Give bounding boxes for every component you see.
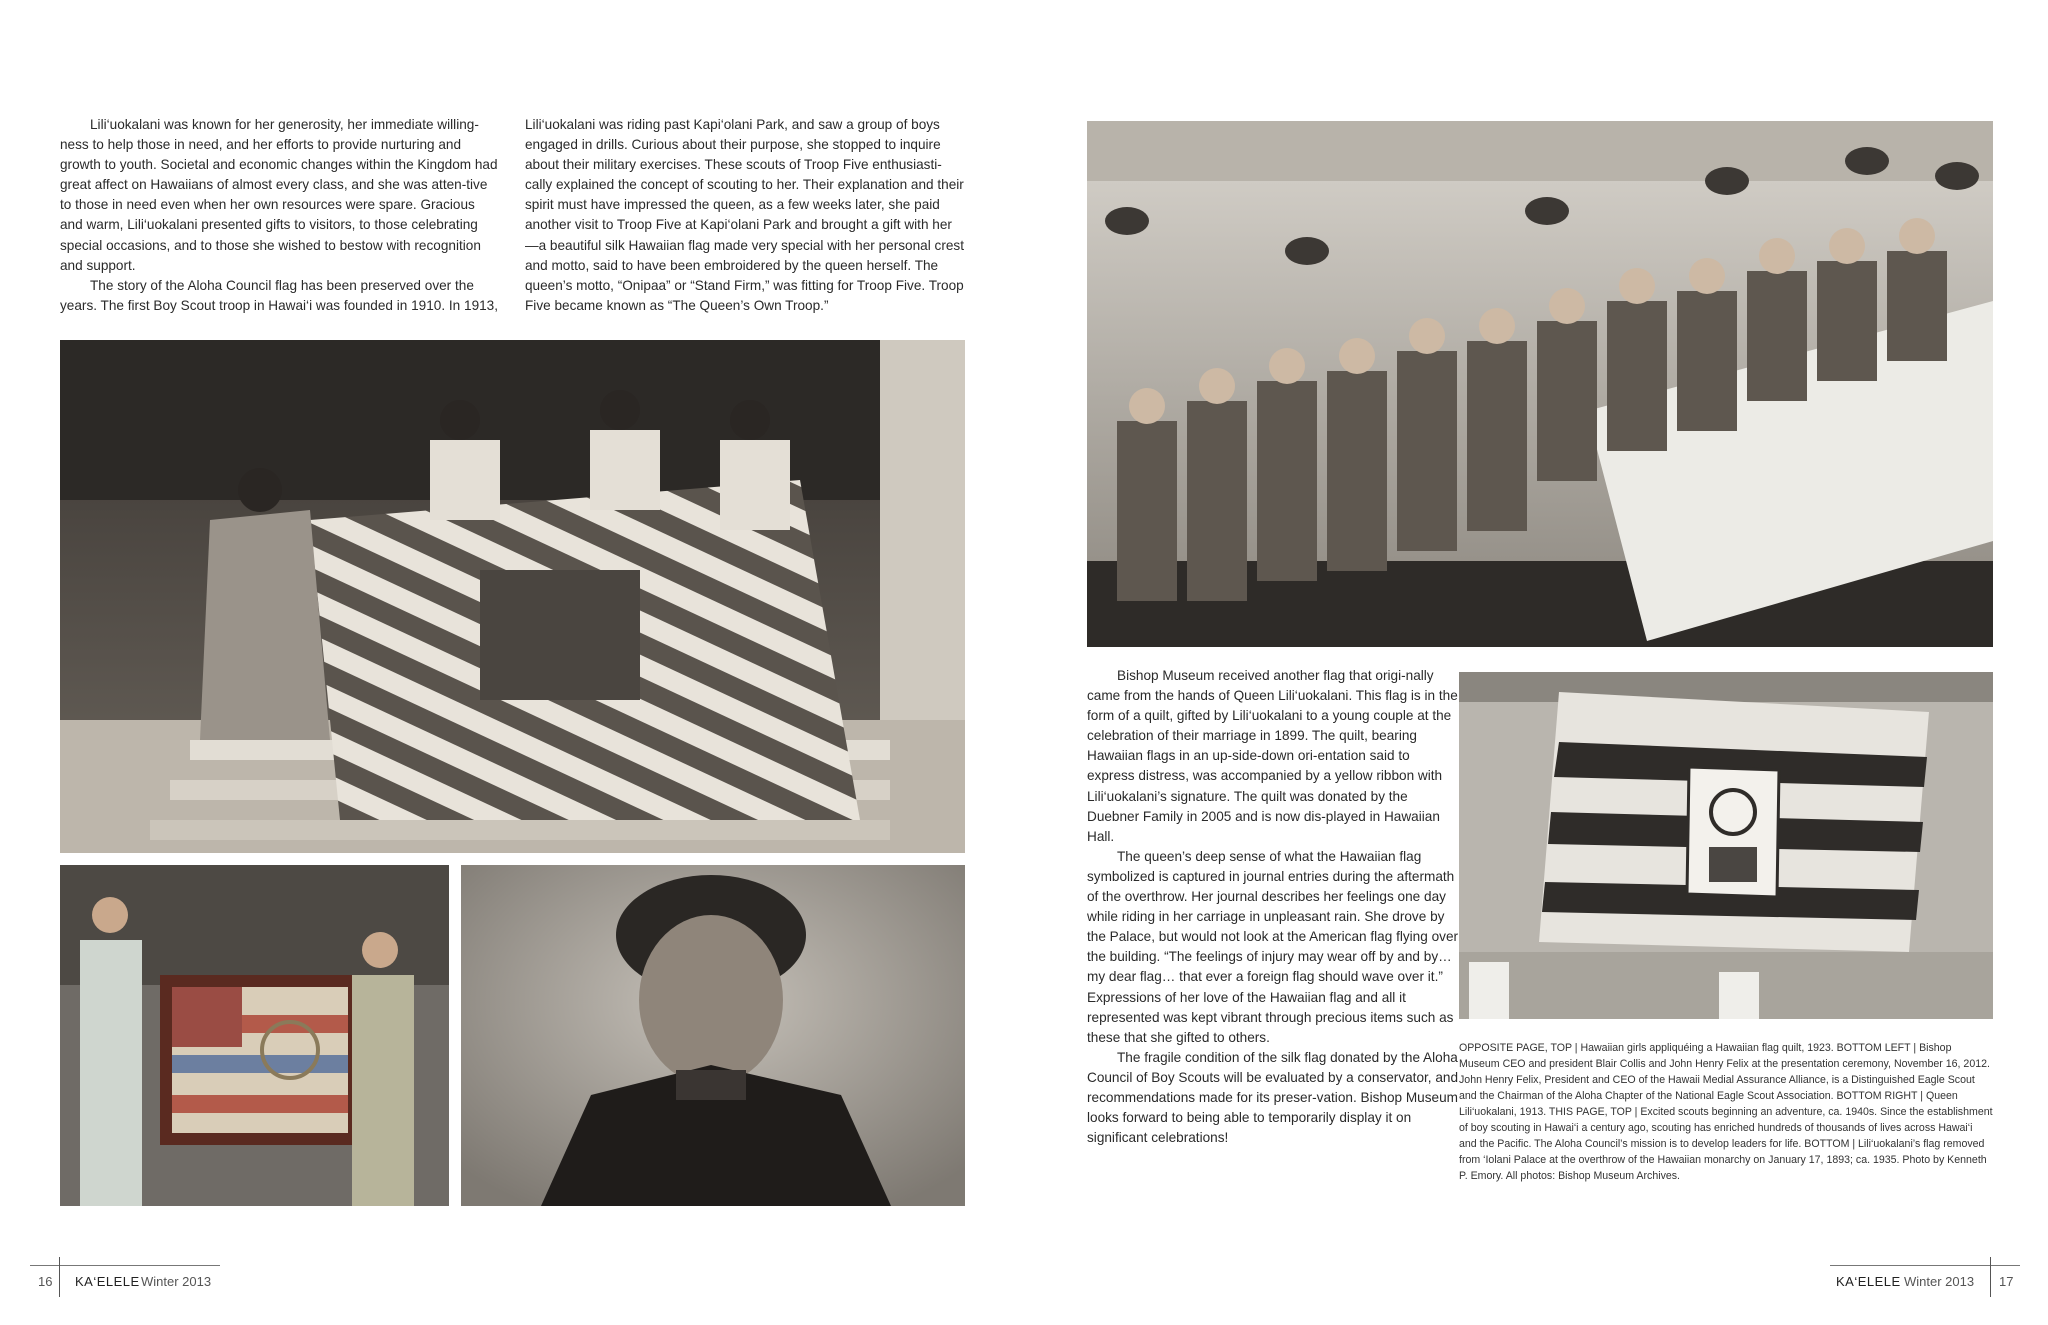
- left-column-2: [525, 115, 965, 316]
- footer-divider: [1990, 1257, 1991, 1297]
- issue-label: Winter 2013: [141, 1274, 212, 1289]
- photo-iolani-palace-flag: [1459, 672, 1993, 1019]
- left-column-1: [60, 115, 500, 316]
- paragraph: The story of the Aloha Council flag has been preserved over the years. The first Boy Scout troop in Hawai‘i was founded in 1910. In 1913,: [60, 277, 499, 313]
- page-number: 17: [1999, 1274, 2014, 1289]
- paragraph: Bishop Museum received another flag that origi-nally came from the hands of Queen Lili‘uokalani. This flag is in the form of a quilt, gifted by Lili‘uokalani to a young couple at the celebration of their marriage in 1899. The quilt, bearing Hawaiian flags in an up-side-down ori-entation said to express distress, was accompanied by a yellow ribbon with Lili‘uokalani’s signature. The quilt was donated by the Duebner Family in 2005 and is now dis-played in Hawaiian Hall.: [1087, 668, 1458, 844]
- paragraph: Lili‘uokalani was riding past Kapi‘olani Park, and saw a group of boys engaged in drills. Curious about their purpose, she stopped to inquire about their military exercises. These scouts of Troop Five enthusiasti-cally explained the concept of scouting to her. Their explanation and their spirit must have impressed the queen, as a few weeks later, she paid another visit to Troop Five at Kapi‘olani Park and brought a gift with her—a beautiful silk Hawaiian flag made very special with her personal crest and motto, said to have been embroidered by the queen herself. The queen’s motto, “Onipaa” or “Stand Firm,” was fitting for Troop Five. Troop Five became known as “The Queen’s Own Troop.”: [525, 117, 964, 313]
- page-number: 16: [38, 1274, 53, 1289]
- photo-iolani-palace-flag-image: [1459, 672, 1993, 1019]
- photo-queen-liliuokalani-image: [461, 865, 965, 1206]
- photo-queen-liliuokalani: [461, 865, 965, 1206]
- photo-girls-flag-quilt-image: [60, 340, 965, 853]
- photo-presentation-ceremony: [60, 865, 449, 1206]
- photo-excited-scouts: [1087, 121, 1993, 647]
- photo-presentation-ceremony-image: [60, 865, 449, 1206]
- photo-caption: OPPOSITE PAGE, TOP | Hawaiian girls appliquéing a Hawaiian flag quilt, 1923. BOTTOM LEFT | Bishop Museum CEO and president Blair Collis and John Henry Felix at the presentation ceremony, November 16, 2012. John Henry Felix, President and CEO of the Hawaii Medial Assurance Alliance, is a Distinguished Eagle Scout and the Chairman of the Aloha Chapter of the National Eagle Scout Association. BOTTOM RIGHT | Queen Lili‘uokalani, 1913. THIS PAGE, TOP | Excited scouts beginning an adventure, ca. 1940s. Since the establishment of boy scouting in Hawai‘i a century ago, scouting has enriched hundreds of thousands of lives across Hawai‘i and the Pacific. The Aloha Council’s mission is to develop leaders for life. BOTTOM | Lili‘uokalani’s flag removed from ‘Iolani Palace at the overthrow of the Hawaiian monarchy on January 17, 1893; ca. 1935. Photo by Kenneth P. Emory. All photos: Bishop Museum Archives.: [1459, 1042, 1993, 1182]
- paragraph: The fragile condition of the silk flag donated by the Aloha Council of Boy Scouts will be evaluated by a conservator, and recommendations made for its preser-vation. Bishop Museum looks forward to being able to temporarily display it on significant celebrations!: [1087, 1049, 1459, 1146]
- magazine-name: KA‘ELELE: [75, 1274, 140, 1289]
- photo-girls-flag-quilt: [60, 340, 965, 853]
- right-body-text: [1087, 666, 1459, 1148]
- paragraph: The queen’s deep sense of what the Hawaiian flag symbolized is captured in journal entries during the aftermath of the overthrow. Her journal describes her feelings one day while riding in her carriage in unpleasant rain. She drove by the Palace, but would not look at the American flag flying over the building. “The feelings of injury may wear off by and by… my dear flag… that ever a foreign flag should wave over it.” Expressions of her love of the Hawaiian flag and all it represented was kept vibrant through precious items such as these that she gifted to others.: [1087, 848, 1459, 1045]
- magazine-name: KA‘ELELE: [1836, 1274, 1901, 1289]
- issue-label: Winter 2013: [1904, 1274, 1975, 1289]
- footer-rule: [1830, 1265, 2020, 1266]
- right-footer: [1024, 1257, 2048, 1313]
- footer-divider: [59, 1257, 60, 1297]
- right-page: [1024, 0, 2048, 1325]
- photo-excited-scouts-image: [1087, 121, 1993, 647]
- left-footer: [0, 1257, 1024, 1313]
- paragraph: Lili‘uokalani was known for her generosity, her immediate willing-ness to help those in need, and her efforts to provide nurturing and growth to youth. Societal and economic changes within the Kingdom had great affect on Hawaiians of almost every class, and she was atten-tive to those in need even when her own resources were spare. Gracious and warm, Lili‘uokalani presented gifts to visitors, to those celebrating special occasions, and to those she wished to bestow with recognition and support.: [60, 117, 498, 273]
